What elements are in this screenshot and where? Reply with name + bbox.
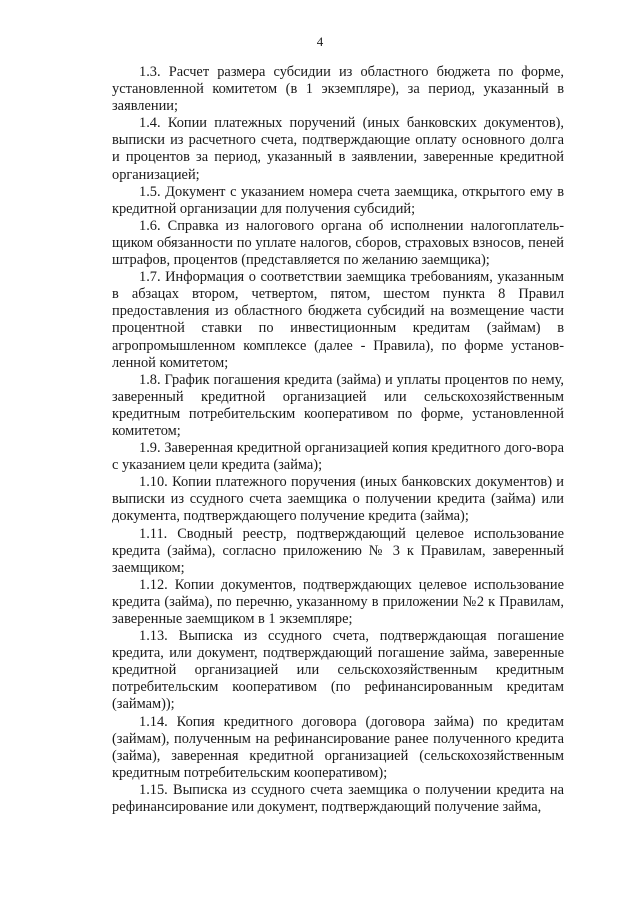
paragraph-1-12: 1.12. Копии документов, подтверждающих целевое использование кредита (займа), по перечню, указанному в приложении №2 к Правилам, заверенные заемщиком в 1 экземпляре; — [112, 576, 564, 627]
paragraph-1-4: 1.4. Копии платежных поручений (иных банковских документов), выписки из расчетного счета, подтверждающие оплату основного долга и процентов за период, указанный в заявлении, заверенные кредитной организацией; — [112, 115, 564, 183]
paragraph-1-10: 1.10. Копии платежного поручения (иных банковских документов) и выписки из ссудного счета заемщика о получении кредита (займа) или документа, подтверждающего получение кредита (займа); — [112, 474, 564, 525]
document-body — [112, 64, 564, 816]
paragraph-1-11: 1.11. Сводный реестр, подтверждающий целевое использование кредита (займа), согласно приложению № 3 к Правилам, заверенный заемщиком; — [112, 525, 564, 576]
paragraph-1-3: 1.3. Расчет размера субсидии из областного бюджета по форме, установленной комитетом (в 1 экземпляре), за период, указанный в заявлении; — [112, 64, 564, 115]
paragraph-1-7: 1.7. Информация о соответствии заемщика требованиям, указанным в абзацах втором, четвертом, пятом, шестом пункта 8 Правил предоставления из областного бюджета субсидий на возмещение части процентной ставки по инвестиционным кредитам (займам) в агропромышленном комплексе (далее - Правила), по форме установленной комитетом; — [112, 269, 564, 371]
paragraph-1-6: 1.6. Справка из налогового органа об исполнении налогоплательщиком обязанности по уплате налогов, сборов, страховых взносов, пеней штрафов, процентов (представляется по желанию заемщика); — [112, 217, 564, 269]
paragraph-1-14: 1.14. Копия кредитного договора (договора займа) по кредитам (займам), полученным на рефинансирование ранее полученного кредита (займа), заверенная кредитной организацией (сельскохозяйственным кредитным потребительским кооперативом); — [112, 713, 564, 781]
paragraph-1-15: 1.15. Выписка из ссудного счета заемщика о получении кредита на рефинансирование или документ, подтверждающий получение займа, — [112, 781, 564, 816]
paragraph-1-8: 1.8. График погашения кредита (займа) и уплаты процентов по нему, заверенный кредитной организацией или сельскохозяйственным кредитным потребительским кооперативом по форме, установленной комитетом; — [112, 371, 564, 439]
paragraph-1-5: 1.5. Документ с указанием номера счета заемщика, открытого ему в кредитной организации для получения субсидий; — [112, 183, 564, 217]
page-number: 4 — [316, 34, 324, 49]
paragraph-1-13: 1.13. Выписка из ссудного счета, подтверждающая погашение кредита, или документ, подтверждающий погашение займа, заверенные кредитной организацией или сельскохозяйственным кредитным потребительским кооперативом (по рефинансированным кредитам (займам)); — [112, 628, 564, 713]
paragraph-1-9: 1.9. Заверенная кредитной организацией копия кредитного дого-вора с указанием цели кредита (займа); — [112, 440, 564, 474]
